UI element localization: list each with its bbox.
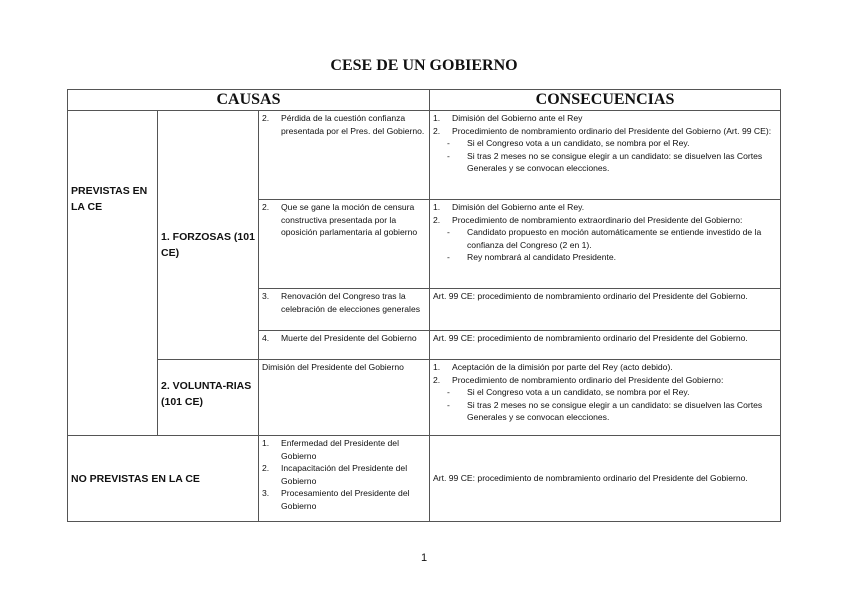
dash-item: - Rey nombrará al candidato Presidente. [447,252,617,262]
dash-item: - Si tras 2 meses no se consigue elegir a un candidato: se disuelven las Cortes Generales y se convocan elecciones. [447,399,763,422]
cause-cell [259,200,430,289]
dash-item: - Si el Congreso vota a un candidato, se nombra por el Rey. [447,387,690,397]
group-forzosas [158,111,259,360]
cause-cell [259,289,430,331]
list-item: 1. Dimisión del Gobierno ante el Rey [433,113,583,123]
cause-cell [259,331,430,360]
consequence-cell [430,360,781,436]
cause-text: Muerte del Presidente del Gobierno [281,333,417,343]
dash-item: - Si tras 2 meses no se consigue elegir a un candidato: se disuelven las Cortes Generales y se convocan elecciones. [447,150,763,173]
cause-number: 4. [262,333,270,343]
list-item: 2. Procedimiento de nombramiento ordinario del Presidente del Gobierno: [433,374,724,385]
page-number: 1 [420,552,428,564]
cause-number: 2. [262,202,270,212]
header-consecuencias: CONSECUENCIAS [430,90,781,111]
list-item: 1. Enfermedad del Presidente del Gobierno [262,438,400,461]
list-item: 1. Dimisión del Gobierno ante el Rey. [433,202,585,212]
group-previstas-label: PREVISTAS EN LA CE [71,184,148,213]
table-row [68,436,781,522]
group-voluntarias [158,360,259,436]
list-item: 1. Aceptación de la dimisión por parte del Rey (acto debido). [433,362,673,372]
group-previstas [68,111,158,436]
list-item: 2. Procedimiento de nombramiento ordinario del Presidente del Gobierno (Art. 99 CE): [433,125,772,136]
cause-cell [259,111,430,200]
table-row [68,360,781,436]
consequence-cell [430,111,781,200]
page-title: CESE DE UN GOBIERNO [330,57,518,74]
dash-item: - Si el Congreso vota a un candidato, se nombra por el Rey. [447,138,690,148]
list-item: 2. Procedimiento de nombramiento extraordinario del Presidente del Gobierno: [433,214,743,225]
cause-text: Que se gane la moción de censura constructiva presentada por la oposición parlamentaria al gobierno [281,202,418,237]
consequence-text: Art. 99 CE: procedimiento de nombramiento ordinario del Presidente del Gobierno. [433,333,748,343]
group-forzosas-label: 1. FORZOSAS (101 CE) [161,230,255,259]
table-row [68,111,781,200]
consequence-cell [430,289,781,331]
summary-table [67,89,781,522]
group-no-previstas [68,436,259,522]
consequence-cell [430,331,781,360]
consequence-cell [430,200,781,289]
header-row [68,90,781,111]
consequence-text: Art. 99 CE: procedimiento de nombramiento ordinario del Presidente del Gobierno. [433,473,748,484]
group-no-previstas-label: NO PREVISTAS EN LA CE [71,472,200,485]
header-causas: CAUSAS [68,90,430,111]
cause-cell [259,360,430,436]
cause-text: Dimisión del Presidente del Gobierno [262,362,404,372]
cause-text: Pérdida de la cuestión confianza presentada por el Pres. del Gobierno. [281,113,425,136]
cause-text: Renovación del Congreso tras la celebración de elecciones generales [281,291,421,314]
consequence-cell [430,436,781,522]
dash-item: - Candidato propuesto en moción automáticamente se entiende investido de la confianza del Congreso (2 en 1). [447,227,762,250]
list-item: 2. Incapacitación del Presidente del Gobierno [262,463,408,486]
cause-number: 2. [262,113,270,123]
group-voluntarias-label: 2. VOLUNTA-RIAS (101 CE) [161,380,252,408]
list-item: 3. Procesamiento del Presidente del Gobierno [262,488,410,511]
consequence-text: Art. 99 CE: procedimiento de nombramiento ordinario del Presidente del Gobierno. [433,291,748,301]
cause-cell [259,436,430,522]
cause-number: 3. [262,291,270,301]
